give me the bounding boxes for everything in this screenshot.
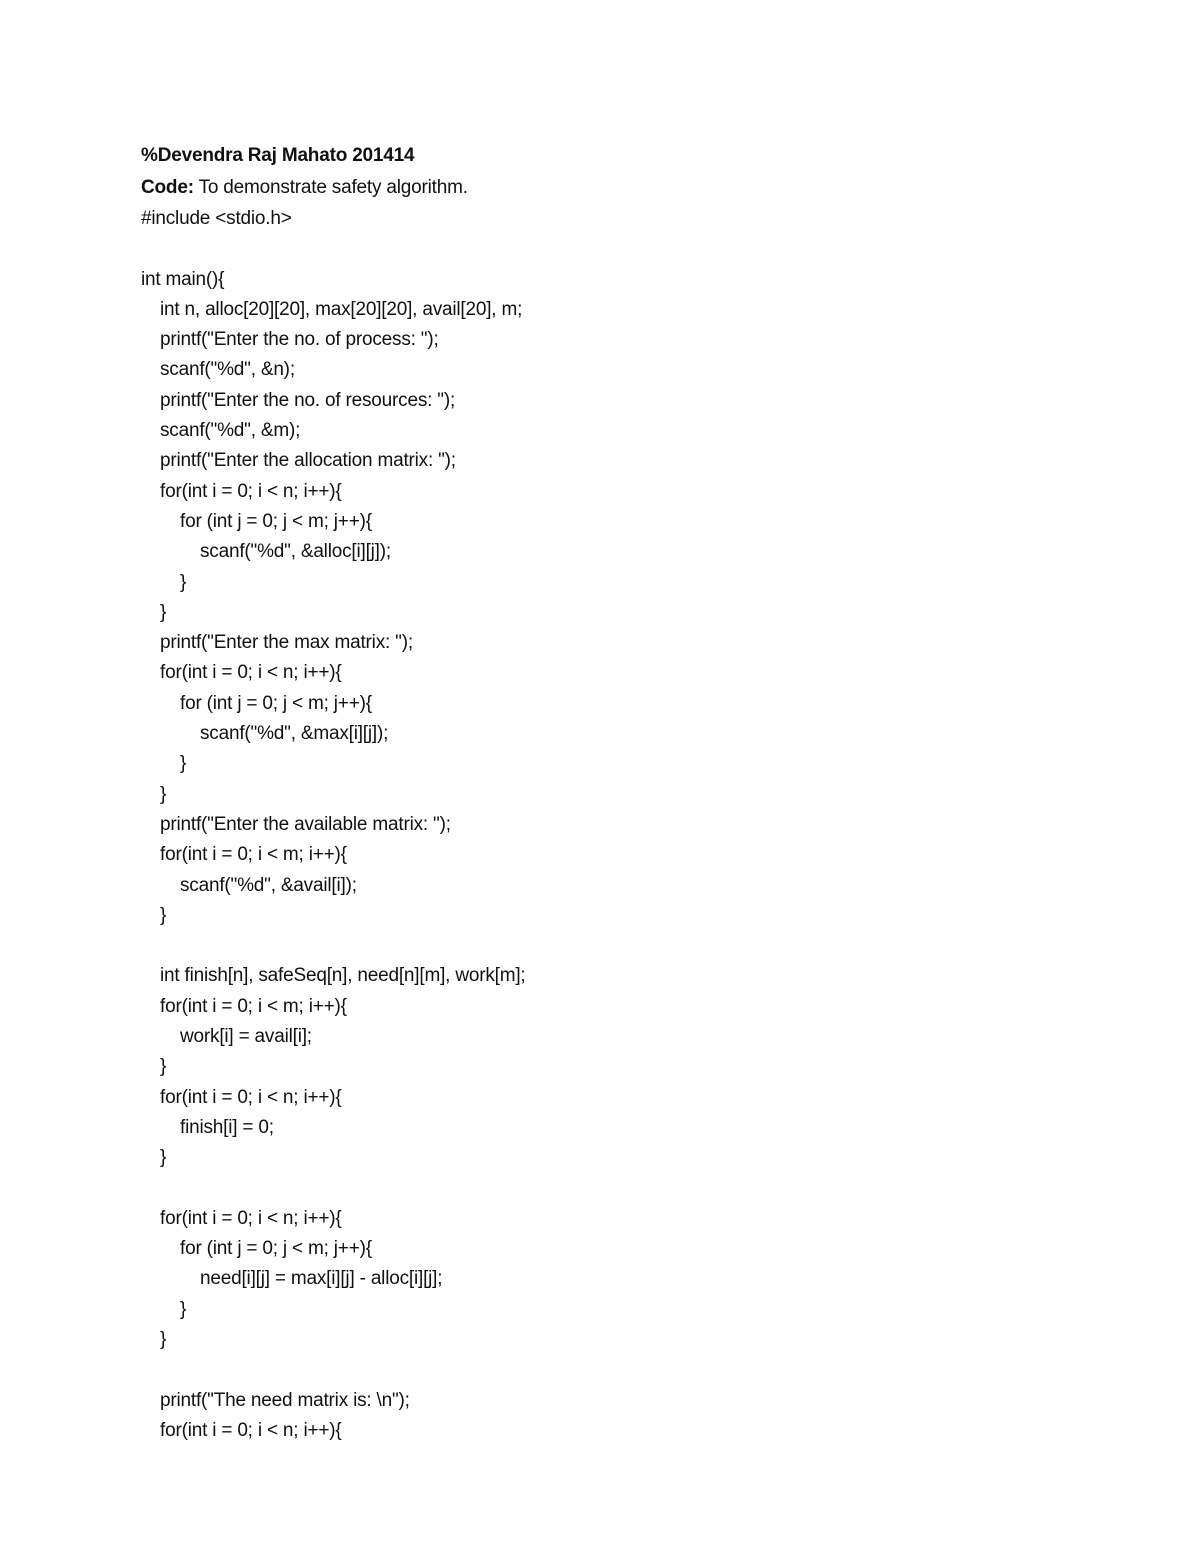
code-line: for(int i = 0; i < n; i++){	[160, 1086, 342, 1108]
code-line: for (int j = 0; j < m; j++){	[180, 1238, 372, 1260]
code-line: need[i][j] = max[i][j] - alloc[i][j];	[200, 1268, 443, 1290]
code-line: printf("Enter the max matrix: ");	[160, 632, 413, 654]
code-description: To demonstrate safety algorithm.	[193, 177, 468, 198]
code-line: }	[180, 753, 187, 775]
code-line: #include <stdio.h>	[141, 208, 292, 229]
code-line: printf("Enter the allocation matrix: ");	[160, 450, 456, 472]
code-line: }	[180, 1298, 187, 1320]
code-line: for(int i = 0; i < m; i++){	[160, 995, 347, 1017]
code-line: }	[160, 783, 167, 805]
code-line: }	[160, 601, 167, 623]
code-line: printf("Enter the no. of resources: ");	[160, 389, 456, 411]
code-line-blank	[141, 1174, 1101, 1204]
code-line: for(int i = 0; i < m; i++){	[160, 844, 347, 866]
code-line: scanf("%d", &avail[i]);	[180, 874, 357, 896]
code-line: scanf("%d", &n);	[160, 359, 295, 381]
code-line: for (int j = 0; j < m; j++){	[180, 692, 372, 714]
code-line: int main(){	[141, 268, 225, 290]
code-line: for(int i = 0; i < n; i++){	[160, 662, 342, 684]
code-line: int n, alloc[20][20], max[20][20], avail[20], m;	[160, 298, 523, 320]
code-line-blank	[141, 1355, 1101, 1385]
code-line: for(int i = 0; i < n; i++){	[160, 480, 342, 502]
code-line: for(int i = 0; i < n; i++){	[160, 1207, 342, 1229]
code-line: scanf("%d", &max[i][j]);	[200, 723, 389, 745]
code-line: for(int i = 0; i < n; i++){	[160, 1419, 342, 1441]
code-line: int finish[n], safeSeq[n], need[n][m], work[m];	[160, 965, 526, 987]
author-line: %Devendra Raj Mahato 201414	[141, 145, 415, 166]
code-line: }	[160, 1147, 167, 1169]
code-line: printf("Enter the available matrix: ");	[160, 813, 451, 835]
code-line: work[i] = avail[i];	[180, 1026, 312, 1048]
code-line: printf("The need matrix is: \n");	[160, 1389, 410, 1411]
code-label: Code:	[141, 177, 194, 198]
code-line: printf("Enter the no. of process: ");	[160, 329, 439, 351]
code-line: finish[i] = 0;	[180, 1116, 274, 1138]
code-line: for (int j = 0; j < m; j++){	[180, 510, 372, 532]
code-line: }	[160, 1056, 167, 1078]
code-line: scanf("%d", &alloc[i][j]);	[200, 541, 391, 563]
document-content	[141, 140, 1101, 1446]
code-line-blank	[141, 931, 1101, 961]
code-description-line	[141, 172, 1101, 204]
code-line: }	[180, 571, 187, 593]
code-line: }	[160, 1328, 167, 1350]
code-line-blank	[141, 234, 1101, 264]
code-line: scanf("%d", &m);	[160, 420, 301, 442]
code-line: }	[160, 904, 167, 926]
